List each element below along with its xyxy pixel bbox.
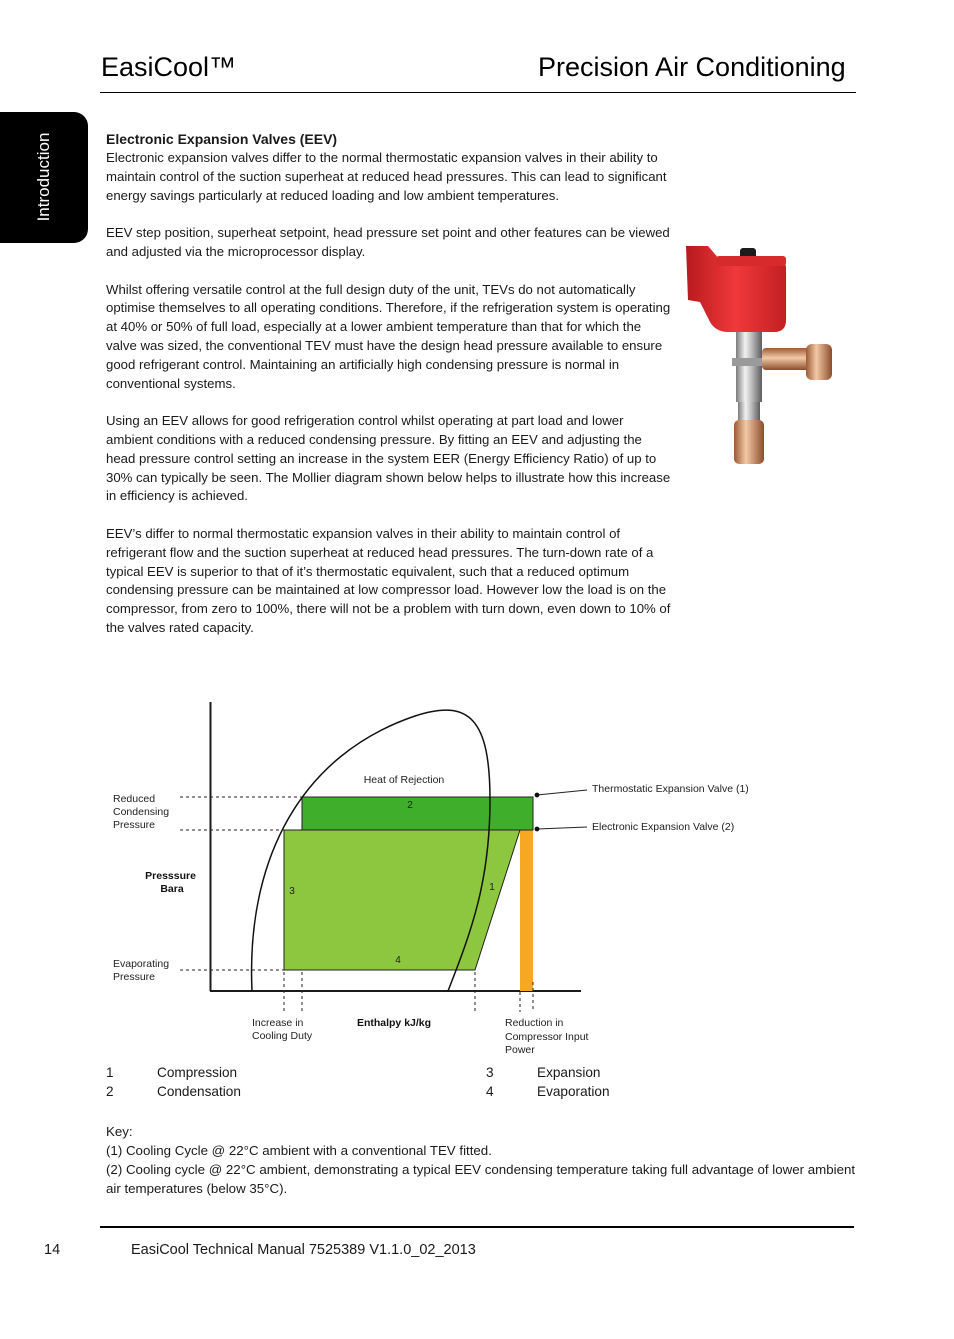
paragraph: EEV’s differ to normal thermostatic expansion valves in their ability to maintain control of refrigerant flow and the suction superheat at reduced head pressures. The turn-down rate of a typical EEV is superior to that of it’s thermostatic equivalent, such that a reduced optimum condensing pressure can be maintained at low compressor load. However low the load is on the compressor, from zero to 100%, there will not be a problem with turn down, even down to 10% of the valves rated capacity. — [106, 525, 671, 635]
footer-text: EasiCool Technical Manual 7525389 V1.1.0_02_2013 — [131, 1242, 476, 1258]
key-block — [106, 1122, 856, 1198]
eev-valve-image — [678, 240, 848, 472]
legend-label: Compression — [157, 1065, 238, 1080]
paragraph: EEV step position, superheat setpoint, head pressure set point and other features can be viewed and adjusted via the microprocessor display. — [106, 225, 670, 259]
evaporating-pressure-label: Evaporating Pressure — [113, 958, 170, 983]
legend-num: 4 — [486, 1084, 494, 1099]
region-4-label: 4 — [395, 955, 401, 966]
tev-point — [535, 793, 540, 798]
section-tab — [0, 112, 88, 243]
legend-label: Evaporation — [537, 1084, 610, 1099]
region-2-label: 2 — [407, 800, 413, 811]
heat-of-rejection-label: Heat of Rejection — [363, 774, 445, 786]
legend-label: Condensation — [157, 1084, 241, 1099]
tev-label: Thermostatic Expansion Valve (1) — [592, 783, 749, 795]
reduced-condensing-label: Reduced Condensing Pressure — [113, 793, 170, 831]
key-line-2: (2) Cooling cycle @ 22°C ambient, demonstrating a typical EEV condensing temperature taking full advantage of lower ambient air temperatures (below 35°C). — [106, 1162, 856, 1196]
mollier-diagram — [0, 690, 954, 1060]
reduction-power-label: Reduction in Compressor Input Power — [505, 1017, 589, 1056]
eev-section — [106, 129, 671, 657]
eev-label: Electronic Expansion Valve (2) — [592, 821, 735, 833]
y-axis-label: Presssure Bara — [145, 870, 196, 895]
paragraph: Using an EEV allows for good refrigeration control whilst operating at part load and lower ambient conditions with a reduced condensing pressure. By fitting an EEV and adjusting the head pressure control setting an increase in the system EER (Energy Efficiency Ratio) of up to 30% can typically be seen. The Mollier diagram shown below helps to illustrate how this increase in efficiency is achieved. — [106, 413, 671, 504]
key-line-1: (1) Cooling Cycle @ 22°C ambient with a conventional TEV fitted. — [106, 1143, 492, 1158]
tev-pointer — [537, 790, 587, 795]
cycle-region — [284, 830, 520, 970]
page-title: Precision Air Conditioning — [538, 52, 846, 82]
footer-rule — [100, 1226, 854, 1228]
key-title: Key: — [106, 1124, 133, 1139]
eev-pointer — [537, 827, 587, 829]
legend-num: 3 — [486, 1065, 494, 1080]
section-heading: Electronic Expansion Valves (EEV) — [106, 131, 338, 147]
eev-point — [535, 827, 540, 832]
legend-num: 1 — [106, 1065, 114, 1080]
increase-cooling-label: Increase in Cooling Duty — [252, 1017, 313, 1042]
page-number: 14 — [44, 1242, 61, 1258]
paragraph: Whilst offering versatile control at the full design duty of the unit, TEVs do not automatically optimise themselves to all operating conditions. Therefore, if the refrigeration system is operating at 40% or 50% of full load, especially at a lower ambient temperature than that for which the valve was sized, the conventional TEV must have the design head pressure available to ensure good refrigerant control. Maintaining an artificially high condensing pressure is normal in conventional systems. — [106, 281, 671, 391]
condensation-region — [302, 797, 533, 830]
region-3-label: 3 — [289, 886, 295, 897]
paragraph: Electronic expansion valves differ to the normal thermostatic expansion valves in their ability to maintain control of the suction superheat at reduced head pressures. This can lead to significant energy savings particularly at reduced loading and low ambient temperatures. — [106, 150, 667, 203]
x-axis-label: Enthalpy kJ/kg — [356, 1017, 432, 1029]
section-tab-label: Introduction — [34, 132, 53, 222]
header-rule — [100, 92, 856, 93]
region-1-label: 1 — [489, 882, 495, 893]
legend-label: Expansion — [537, 1065, 601, 1080]
legend-num: 2 — [106, 1084, 114, 1099]
brand-title: EasiCool™ — [101, 52, 237, 82]
